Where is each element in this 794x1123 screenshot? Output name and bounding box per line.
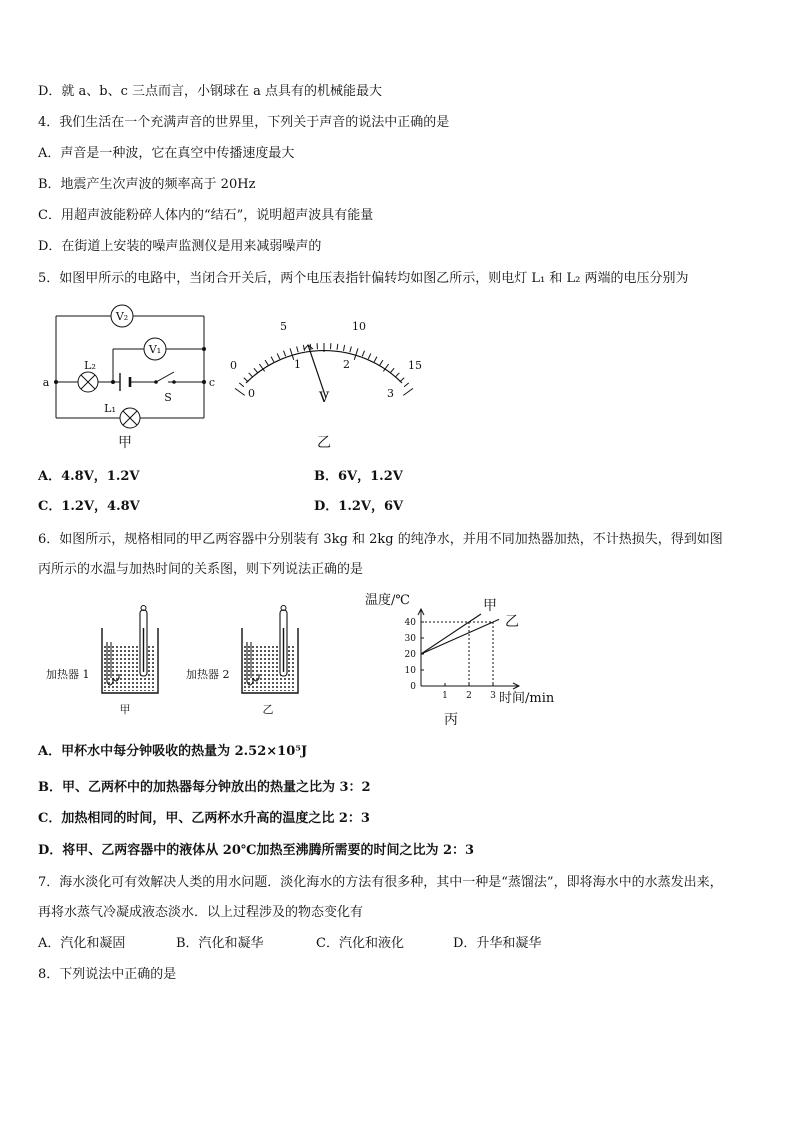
q3-option-d: D．就 a、b、c 三点而言，小钢球在 a 点具有的机械能最大 [38, 84, 383, 99]
meter-scale-arc [246, 351, 402, 383]
q4-stem: 4．我们生活在一个充满声音的世界里，下列关于声音的说法中正确的是 [38, 115, 450, 130]
bottom-tick-0: 0 [248, 387, 255, 400]
l2-label: L₂ [84, 359, 96, 372]
dial-tick [277, 353, 280, 358]
q6-stem-line1: 6．如图所示，规格相同的甲乙两容器中分别装有 3kg 和 2kg 的纯净水，并用不同加热器加热，不计热损失，得到如图 [38, 532, 723, 547]
dial-tick [374, 357, 377, 362]
q8-stem: 8．下列说法中正确的是 [38, 967, 177, 982]
dial-tick [265, 360, 268, 365]
meter-unit: V [318, 390, 330, 406]
heater2-label: 加热器 2 [186, 668, 230, 681]
dial-tick [368, 353, 371, 358]
q5-stem: 5．如图甲所示的电路中，当闭合开关后，两个电压表指针偏转均如图乙所示，则电灯 L₁ 和 L₂ 两端的电压分别为 [38, 271, 689, 286]
bottom-tick-1: 1 [294, 358, 301, 371]
node-a-label: a [42, 376, 50, 389]
q6-option-b: B．甲、乙两杯中的加热器每分钟放出的热量之比为 3：2 [38, 780, 371, 795]
top-tick-15: 15 [408, 359, 422, 372]
meter-caption: 乙 [317, 435, 331, 451]
y-tick-label: 40 [404, 618, 416, 628]
top-tick-10: 10 [352, 320, 366, 333]
dial-tick [337, 344, 338, 350]
series-line-0 [421, 622, 469, 654]
q7-stem-line2: 再将水蒸气冷凝成液态淡水．以上过程涉及的物态变化有 [38, 905, 364, 920]
q5-option-b: B．6V，1.2V [314, 469, 403, 484]
y-tick-label: 30 [404, 634, 416, 644]
series-yi-label: 乙 [505, 614, 519, 630]
q5-option-d: D．1.2V，6V [314, 499, 404, 514]
chart-ylabel: 温度/℃ [365, 593, 410, 608]
x-tick-label: 3 [490, 691, 496, 701]
dial-tick [380, 360, 383, 365]
series-jia-label: 甲 [483, 598, 497, 614]
top-tick-5: 5 [280, 320, 287, 333]
dial-tick [343, 345, 344, 351]
q6-stem-line2: 丙所示的水温与加热时间的关系图，则下列说法正确的是 [38, 562, 364, 577]
q7-option-d: D．升华和凝华 [453, 936, 542, 951]
q4-option-b: B．地震产生次声波的频率高于 20Hz [38, 177, 256, 192]
dial-tick [254, 368, 258, 373]
y-tick-label: 20 [404, 650, 416, 660]
dial-tick [395, 373, 399, 377]
bottom-tick-3: 3 [387, 387, 394, 400]
dial-tick [244, 378, 248, 382]
q5-option-a: A．4.8V，1.2V [38, 469, 140, 484]
dial-tick [354, 348, 358, 359]
series-extension-0 [469, 614, 481, 622]
chart-caption: 丙 [444, 712, 458, 728]
switch-label: S [164, 391, 172, 404]
beaker-yi [180, 598, 310, 723]
dial-tick [284, 351, 286, 357]
q6-option-c: C．加热相同的时间，甲、乙两杯水升高的温度之比 2：3 [38, 811, 370, 826]
dial-tick [350, 346, 351, 352]
q7-stem-line1: 7．海水淡化可有效解决人类的用水问题．淡化海水的方法有很多种，其中一种是“蒸馏法”，即将海水中的水蒸发出来， [38, 875, 723, 890]
dial-tick [235, 388, 245, 395]
voltmeter-dial [220, 305, 430, 455]
dial-tick [362, 351, 364, 357]
chart-xlabel: 时间/min [499, 691, 555, 706]
y-tick-label: 0 [410, 682, 416, 692]
dial-tick [404, 383, 409, 387]
dial-tick [271, 357, 274, 362]
q5-option-c: C．1.2V，4.8V [38, 499, 140, 514]
top-tick-0: 0 [230, 359, 237, 372]
series-extension-1 [493, 619, 499, 622]
v2-label: V₂ [115, 310, 129, 323]
dial-tick [390, 368, 394, 373]
q7-option-c: C．汽化和液化 [316, 936, 404, 951]
dial-tick [239, 383, 244, 387]
y-tick-label: 10 [404, 666, 416, 676]
beaker-jia [40, 598, 170, 723]
x-tick-label: 1 [442, 691, 448, 701]
circuit-caption: 甲 [118, 435, 132, 451]
q7-option-a: A．汽化和凝固 [38, 936, 126, 951]
q4-option-c: C．用超声波能粉碎人体内的“结石”，说明超声波具有能量 [38, 208, 374, 223]
circuit-diagram [40, 305, 220, 455]
l1-label: L₁ [104, 402, 116, 415]
dial-tick [403, 388, 413, 395]
series-line-1 [421, 622, 493, 654]
bottom-tick-2: 2 [343, 358, 350, 371]
q7-option-b: B．汽化和凝华 [176, 936, 264, 951]
beaker-yi-caption: 乙 [262, 703, 274, 716]
q6-option-d: D．将甲、乙两容器中的液体从 20℃加热至沸腾所需要的时间之比为 2：3 [38, 843, 475, 858]
x-tick-label: 2 [466, 691, 472, 701]
beaker-jia-caption: 甲 [119, 703, 131, 716]
v1-label: V₁ [148, 343, 162, 356]
temperature-time-chart [355, 588, 565, 728]
dial-tick [297, 346, 298, 352]
q4-option-d: D．在街道上安装的噪声监测仪是用来减弱噪声的 [38, 239, 322, 254]
dial-tick [400, 378, 404, 382]
heater1-label: 加热器 1 [46, 668, 90, 681]
q6-option-a: A．甲杯水中每分钟吸收的热量为 2.52×10⁵J [38, 744, 308, 759]
node-c-label: c [208, 376, 216, 389]
q4-option-a: A．声音是一种波，它在真空中传播速度最大 [38, 146, 295, 161]
dial-tick [249, 373, 253, 377]
